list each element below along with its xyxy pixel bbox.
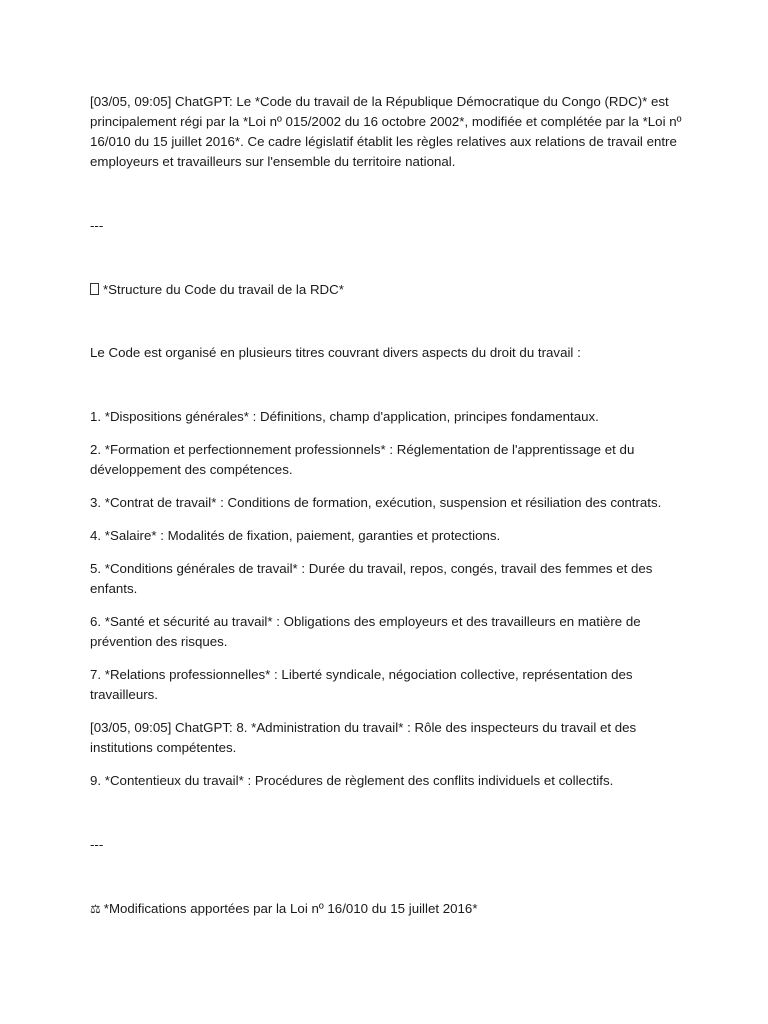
section-heading-modifications-text: *Modifications apportées par la Loi nº 16/010 du 15 juillet 2016*	[103, 901, 478, 916]
list-item: 3. *Contrat de travail* : Conditions de formation, exécution, suspension et résiliation des contrats.	[90, 495, 662, 510]
list-item: 5. *Conditions générales de travail* : Durée du travail, repos, congés, travail des femmes et des enfants.	[90, 561, 653, 596]
list-item: 2. *Formation et perfectionnement professionnels* : Réglementation de l'apprentissage et du développement des compétences.	[90, 442, 635, 477]
missing-glyph-box-icon	[90, 283, 99, 295]
section-heading-structure	[90, 280, 690, 300]
separator: ---	[90, 837, 104, 852]
document-body	[90, 92, 690, 919]
separator: ---	[90, 218, 104, 233]
lead-paragraph: Le Code est organisé en plusieurs titres couvrant divers aspects du droit du travail :	[90, 345, 581, 360]
list-item: 6. *Santé et sécurité au travail* : Obligations des employeurs et des travailleurs en matière de prévention des risques.	[90, 614, 641, 649]
intro-paragraph: [03/05, 09:05] ChatGPT: Le *Code du travail de la République Démocratique du Congo (RDC)* est principalement régi par la *Loi nº 015/2002 du 16 octobre 2002*, modifiée et complétée par la *Loi nº 16/010 du 15 juillet 2016*. Ce cadre législatif établit les règles relatives aux relations de travail entre employeurs et travailleurs sur l'ensemble du territoire national.	[90, 94, 682, 169]
list-item: 4. *Salaire* : Modalités de fixation, paiement, garanties et protections.	[90, 528, 501, 543]
list-item: 7. *Relations professionnelles* : Liberté syndicale, négociation collective, représentation des travailleurs.	[90, 667, 633, 702]
section-heading-modifications	[90, 899, 690, 919]
list-item: 1. *Dispositions générales* : Définitions, champ d'application, principes fondamentaux.	[90, 409, 599, 424]
list-item: 9. *Contentieux du travail* : Procédures de règlement des conflits individuels et collectifs.	[90, 773, 614, 788]
scales-icon: ⚖	[90, 902, 101, 916]
list-item: [03/05, 09:05] ChatGPT: 8. *Administration du travail* : Rôle des inspecteurs du travail et des institutions compétentes.	[90, 720, 637, 755]
section-heading-structure-text: *Structure du Code du travail de la RDC*	[103, 282, 344, 297]
